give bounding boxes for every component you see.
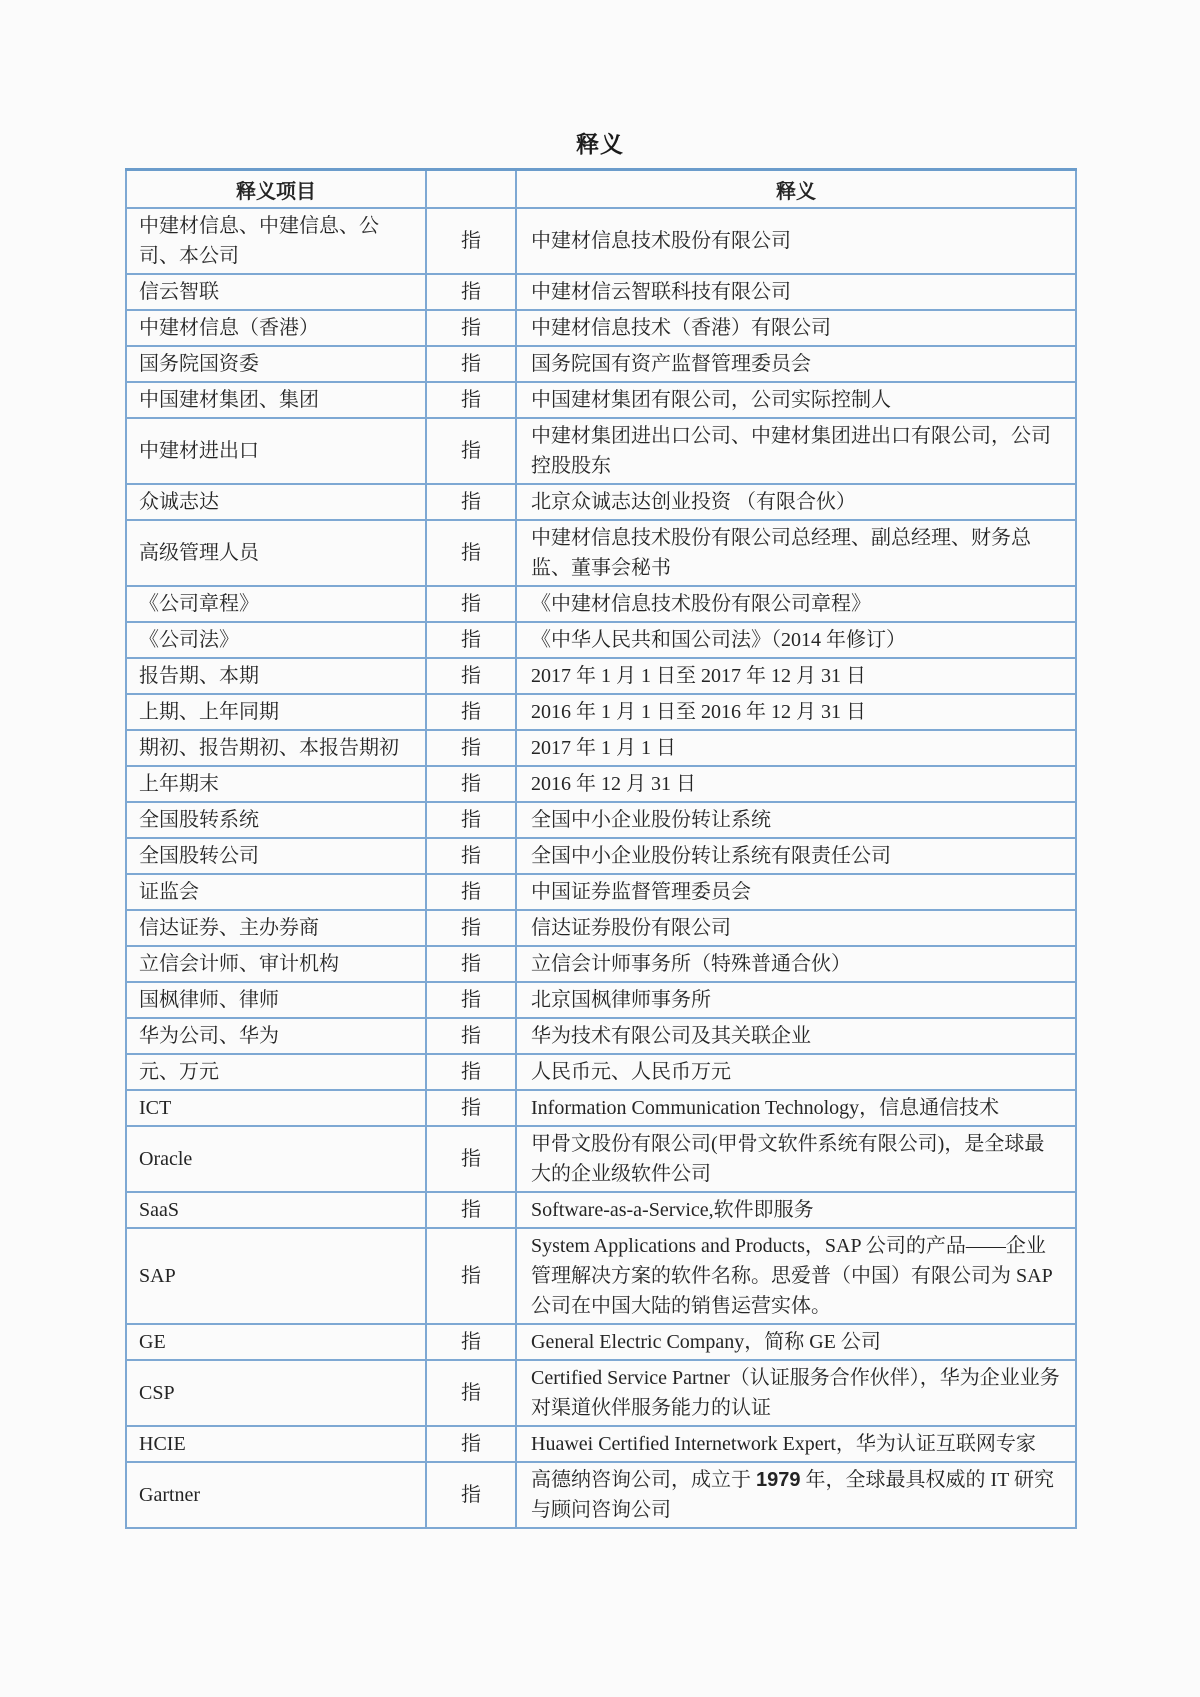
term-cell: 上年期末 (126, 766, 426, 802)
definition-cell: 2016 年 1 月 1 日至 2016 年 12 月 31 日 (516, 694, 1076, 730)
term-cell: 全国股转公司 (126, 838, 426, 874)
definition-cell: 《中建材信息技术股份有限公司章程》 (516, 586, 1076, 622)
refers-cell: 指 (426, 418, 516, 484)
table-row (126, 1360, 1076, 1426)
definition-cell: Software-as-a-Service,软件即服务 (516, 1192, 1076, 1228)
table-row (126, 1054, 1076, 1090)
refers-cell: 指 (426, 310, 516, 346)
refers-cell: 指 (426, 1090, 516, 1126)
refers-cell: 指 (426, 910, 516, 946)
header-row (126, 170, 1076, 209)
definition-cell: 全国中小企业股份转让系统有限责任公司 (516, 838, 1076, 874)
table-row (126, 1426, 1076, 1462)
term-cell: Gartner (126, 1462, 426, 1528)
definition-cell: 中建材信息技术股份有限公司总经理、副总经理、财务总监、董事会秘书 (516, 520, 1076, 586)
definition-cell: 中建材信云智联科技有限公司 (516, 274, 1076, 310)
definition-cell: System Applications and Products，SAP 公司的产品——企业管理解决方案的软件名称。思爱普（中国）有限公司为 SAP 公司在中国大陆的销售运营实体。 (516, 1228, 1076, 1324)
term-cell: Oracle (126, 1126, 426, 1192)
table-row (126, 1090, 1076, 1126)
definition-cell: 高德纳咨询公司，成立于 1979 年，全球最具权威的 IT 研究与顾问咨询公司 (516, 1462, 1076, 1528)
refers-cell: 指 (426, 1126, 516, 1192)
term-cell: 立信会计师、审计机构 (126, 946, 426, 982)
definition-cell: 中建材信息技术股份有限公司 (516, 208, 1076, 274)
table-body (126, 208, 1076, 1528)
refers-cell: 指 (426, 484, 516, 520)
term-cell: 中国建材集团、集团 (126, 382, 426, 418)
table-row (126, 946, 1076, 982)
table-row (126, 694, 1076, 730)
refers-cell: 指 (426, 802, 516, 838)
refers-cell: 指 (426, 622, 516, 658)
term-cell: 元、万元 (126, 1054, 426, 1090)
term-cell: 中建材信息（香港） (126, 310, 426, 346)
table-row (126, 520, 1076, 586)
page-title: 释义 (576, 132, 624, 157)
highlighted-number: 1979 (756, 1469, 801, 1491)
table-row (126, 418, 1076, 484)
definition-cell: 中国证券监督管理委员会 (516, 874, 1076, 910)
refers-cell: 指 (426, 838, 516, 874)
refers-cell: 指 (426, 208, 516, 274)
table-row (126, 1324, 1076, 1360)
term-cell: SAP (126, 1228, 426, 1324)
refers-cell: 指 (426, 1018, 516, 1054)
table-row (126, 766, 1076, 802)
definition-cell: 2017 年 1 月 1 日至 2017 年 12 月 31 日 (516, 658, 1076, 694)
table-row (126, 838, 1076, 874)
definition-cell: Certified Service Partner（认证服务合作伙伴），华为企业业务对渠道伙伴服务能力的认证 (516, 1360, 1076, 1426)
term-cell: 华为公司、华为 (126, 1018, 426, 1054)
term-cell: 《公司法》 (126, 622, 426, 658)
definition-cell: 甲骨文股份有限公司(甲骨文软件系统有限公司)，是全球最大的企业级软件公司 (516, 1126, 1076, 1192)
col-header-term: 释义项目 (126, 170, 426, 209)
table-row (126, 1192, 1076, 1228)
definition-cell: Huawei Certified Internetwork Expert，华为认证互联网专家 (516, 1426, 1076, 1462)
table-row (126, 802, 1076, 838)
term-cell: 信云智联 (126, 274, 426, 310)
term-cell: 报告期、本期 (126, 658, 426, 694)
definition-cell: 全国中小企业股份转让系统 (516, 802, 1076, 838)
term-cell: 国务院国资委 (126, 346, 426, 382)
term-cell: 中建材信息、中建信息、公司、本公司 (126, 208, 426, 274)
refers-cell: 指 (426, 1228, 516, 1324)
refers-cell: 指 (426, 730, 516, 766)
definition-cell: 2016 年 12 月 31 日 (516, 766, 1076, 802)
col-header-blank (426, 170, 516, 209)
table-row (126, 382, 1076, 418)
refers-cell: 指 (426, 1192, 516, 1228)
refers-cell: 指 (426, 1054, 516, 1090)
definition-cell: 北京众诚志达创业投资 （有限合伙） (516, 484, 1076, 520)
definition-cell: General Electric Company，简称 GE 公司 (516, 1324, 1076, 1360)
definition-cell: 国务院国有资产监督管理委员会 (516, 346, 1076, 382)
refers-cell: 指 (426, 982, 516, 1018)
definition-cell: 信达证券股份有限公司 (516, 910, 1076, 946)
refers-cell: 指 (426, 382, 516, 418)
table-row (126, 1018, 1076, 1054)
col-header-definition: 释义 (516, 170, 1076, 209)
table-row (126, 1228, 1076, 1324)
table-row (126, 1126, 1076, 1192)
table-row (126, 484, 1076, 520)
refers-cell: 指 (426, 520, 516, 586)
definition-cell: 《中华人民共和国公司法》（2014 年修订） (516, 622, 1076, 658)
refers-cell: 指 (426, 1360, 516, 1426)
term-cell: 国枫律师、律师 (126, 982, 426, 1018)
definition-cell: 华为技术有限公司及其关联企业 (516, 1018, 1076, 1054)
term-cell: SaaS (126, 1192, 426, 1228)
refers-cell: 指 (426, 274, 516, 310)
term-cell: ICT (126, 1090, 426, 1126)
definition-cell: 中国建材集团有限公司，公司实际控制人 (516, 382, 1076, 418)
definition-cell: 中建材集团进出口公司、中建材集团进出口有限公司，公司控股股东 (516, 418, 1076, 484)
term-cell: 证监会 (126, 874, 426, 910)
term-cell: 《公司章程》 (126, 586, 426, 622)
refers-cell: 指 (426, 766, 516, 802)
definitions-table (125, 168, 1077, 1529)
definition-cell: Information Communication Technology，信息通信技术 (516, 1090, 1076, 1126)
term-cell: CSP (126, 1360, 426, 1426)
term-cell: 期初、报告期初、本报告期初 (126, 730, 426, 766)
term-cell: 全国股转系统 (126, 802, 426, 838)
refers-cell: 指 (426, 946, 516, 982)
definition-cell: 北京国枫律师事务所 (516, 982, 1076, 1018)
refers-cell: 指 (426, 694, 516, 730)
term-cell: GE (126, 1324, 426, 1360)
refers-cell: 指 (426, 346, 516, 382)
table-row (126, 658, 1076, 694)
refers-cell: 指 (426, 658, 516, 694)
table-row (126, 982, 1076, 1018)
term-cell: 高级管理人员 (126, 520, 426, 586)
term-cell: 上期、上年同期 (126, 694, 426, 730)
refers-cell: 指 (426, 586, 516, 622)
refers-cell: 指 (426, 1324, 516, 1360)
refers-cell: 指 (426, 1462, 516, 1528)
table-row (126, 622, 1076, 658)
definition-cell: 中建材信息技术（香港）有限公司 (516, 310, 1076, 346)
definition-cell: 2017 年 1 月 1 日 (516, 730, 1076, 766)
definition-cell: 立信会计师事务所（特殊普通合伙） (516, 946, 1076, 982)
refers-cell: 指 (426, 874, 516, 910)
term-cell: 中建材进出口 (126, 418, 426, 484)
table-row (126, 208, 1076, 274)
table-row (126, 346, 1076, 382)
document-page (125, 0, 1075, 1529)
table-row (126, 586, 1076, 622)
definition-cell: 人民币元、人民币万元 (516, 1054, 1076, 1090)
term-cell: 众诚志达 (126, 484, 426, 520)
table-row (126, 730, 1076, 766)
term-cell: HCIE (126, 1426, 426, 1462)
term-cell: 信达证券、主办券商 (126, 910, 426, 946)
table-row (126, 910, 1076, 946)
table-row (126, 1462, 1076, 1528)
table-row (126, 874, 1076, 910)
refers-cell: 指 (426, 1426, 516, 1462)
table-row (126, 310, 1076, 346)
table-row (126, 274, 1076, 310)
